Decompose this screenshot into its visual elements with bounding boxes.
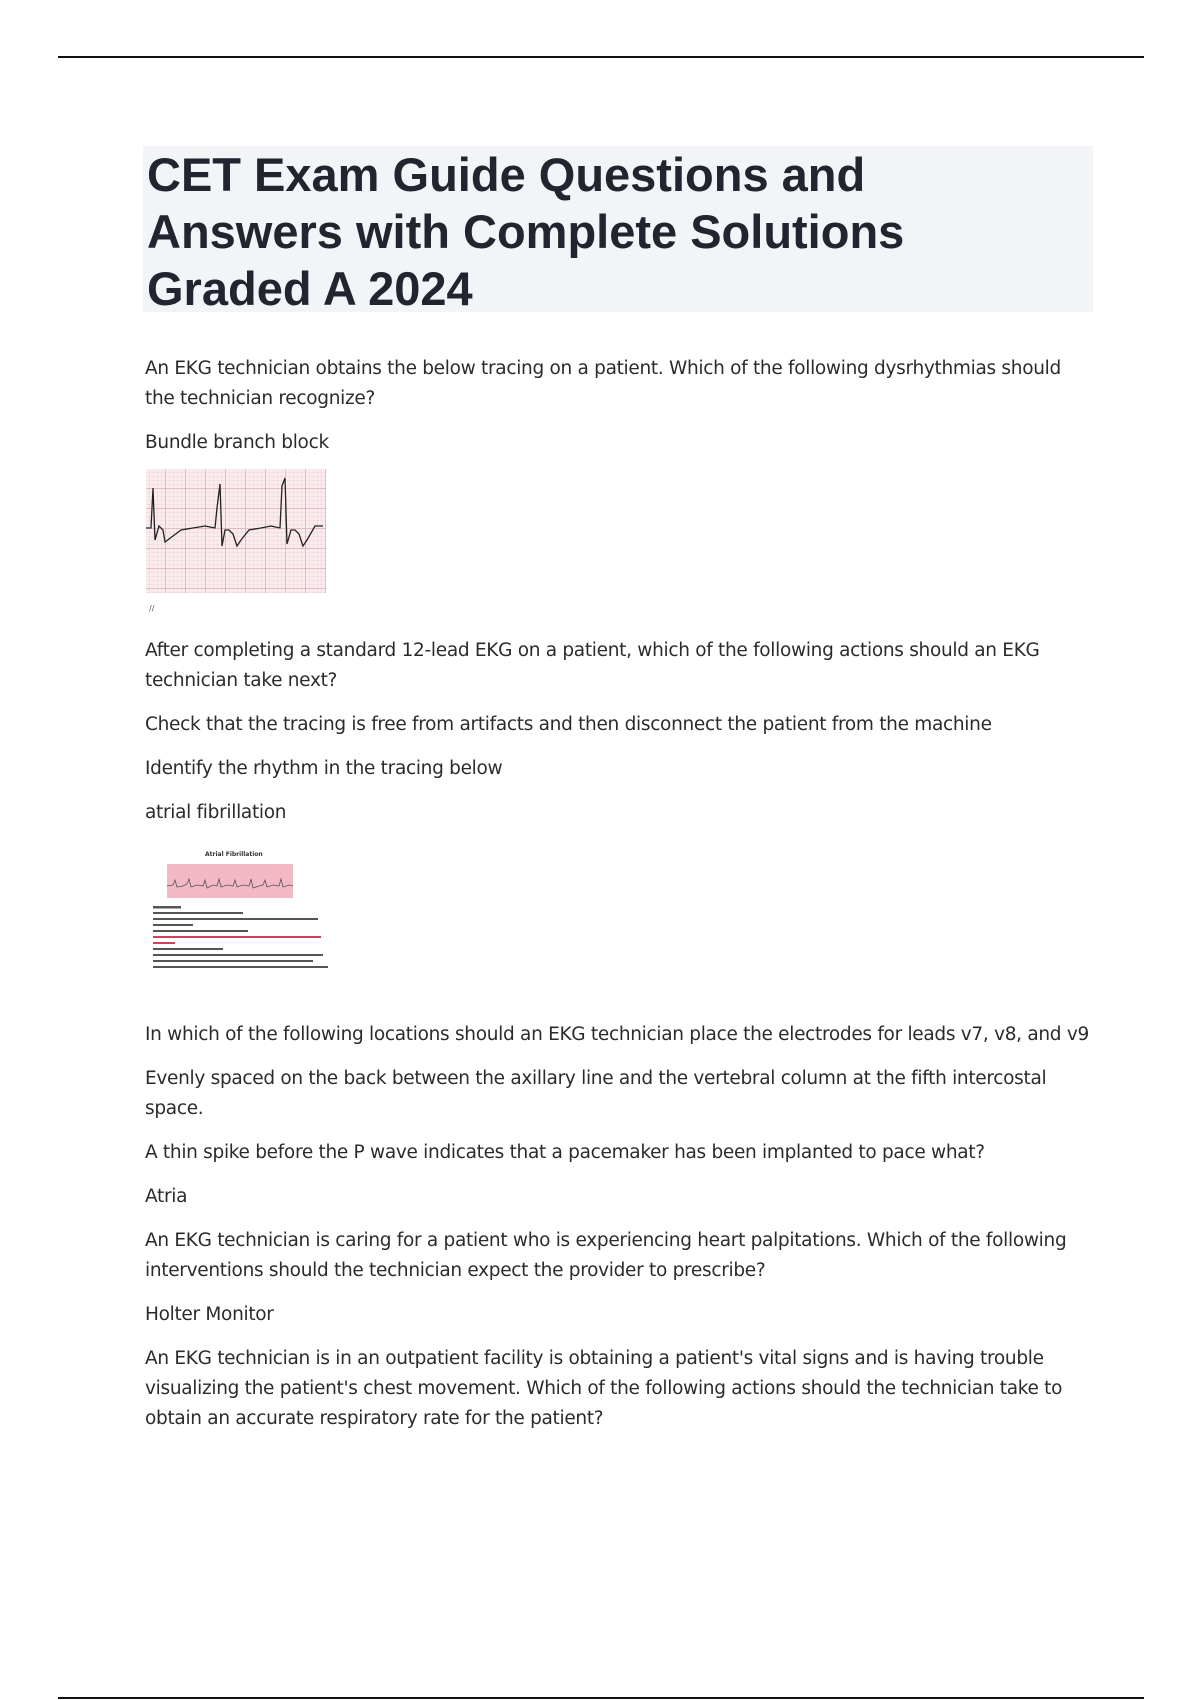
document-title bbox=[147, 146, 1089, 317]
answer-text: Evenly spaced on the back between the axillary line and the vertebral column at the fifth intercostal space. bbox=[145, 1068, 1047, 1119]
figure-title: Atrial Fibrillation bbox=[205, 851, 263, 858]
question-text: After completing a standard 12-lead EKG on a patient, which of the following actions should an EKG technician take next? bbox=[145, 640, 1040, 691]
title-line: CET Exam Guide Questions and bbox=[147, 148, 866, 201]
question-text: A thin spike before the P wave indicates that a pacemaker has been implanted to pace what? bbox=[145, 1142, 985, 1163]
figure-caption: // bbox=[149, 604, 155, 613]
answer-text: Atria bbox=[145, 1186, 188, 1207]
answer-text: Holter Monitor bbox=[145, 1304, 274, 1325]
afib-chart-image bbox=[145, 842, 335, 1010]
document-body bbox=[145, 354, 1095, 1434]
question-text: An EKG technician is caring for a patient who is experiencing heart palpitations. Which of the following interventions should the technician expect the provider to prescribe? bbox=[145, 1230, 1067, 1281]
title-block bbox=[143, 146, 1093, 315]
footer-rule bbox=[58, 1697, 1144, 1699]
title-line: Answers with Complete Solutions bbox=[147, 205, 905, 258]
header-rule bbox=[58, 56, 1144, 58]
question-text: An EKG technician is in an outpatient facility is obtaining a patient's vital signs and is having trouble visualizing the patient's chest movement. Which of the following actions should the technician take to obtain an accurate respiratory rate for the patient? bbox=[145, 1348, 1063, 1429]
answer-text: Check that the tracing is free from artifacts and then disconnect the patient from the machine bbox=[145, 714, 992, 735]
question-text: In which of the following locations should an EKG technician place the electrodes for leads v7, v8, and v9 bbox=[145, 1024, 1089, 1045]
answer-text: Bundle branch block bbox=[145, 432, 329, 453]
question-text: An EKG technician obtains the below tracing on a patient. Which of the following dysrhythmias should the technician recognize? bbox=[145, 358, 1061, 409]
answer-text: atrial fibrillation bbox=[145, 802, 287, 823]
question-text: Identify the rhythm in the tracing below bbox=[145, 758, 503, 779]
ekg-tracing-image bbox=[145, 468, 335, 616]
ekg-tracing-atrial-fibrillation bbox=[145, 842, 335, 1010]
ekg-tracing-bundle-branch-block bbox=[145, 468, 335, 616]
title-line: Graded A 2024 bbox=[147, 262, 473, 315]
